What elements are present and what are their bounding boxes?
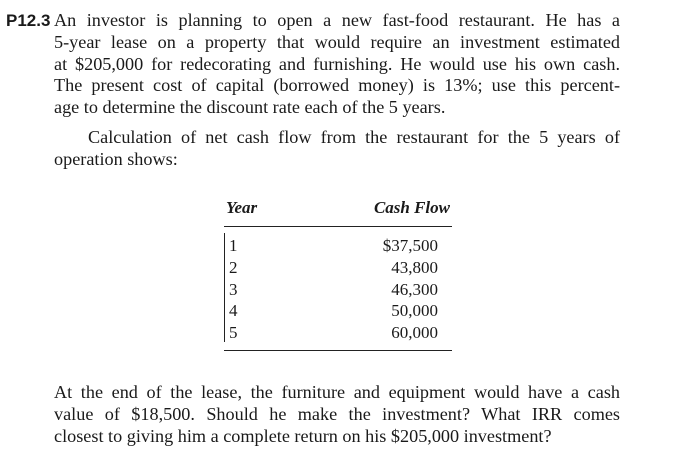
year-cell: 3 [229, 279, 238, 299]
text-line: An investor is planning to open a new fast-food restaurant. He has a [54, 10, 620, 30]
cash-flow-cell: 60,000 [391, 323, 438, 343]
text-line: 5-year lease on a property that would require an investment estimated [54, 31, 620, 52]
closing-paragraph [54, 382, 620, 447]
text-line: The present cost of capital (borrowed money) is 13%; use this percent- [54, 75, 620, 96]
text-line: age to determine the discount rate each of the 5 years. [54, 97, 446, 118]
year-cell: 5 [229, 323, 238, 343]
text-line: closest to giving him a complete return on his $205,000 investment? [54, 425, 552, 446]
cash-flow-cell: $37,500 [382, 236, 438, 255]
text-line: At the end of the lease, the furniture and equipment would have a cash [54, 382, 620, 402]
year-cell: 2 [229, 257, 238, 277]
cash-flow-cell: 46,300 [391, 279, 438, 299]
table-row [224, 300, 452, 322]
cash-flow-cell: 43,800 [391, 257, 438, 277]
year-cell: 4 [229, 301, 238, 321]
text-line: value of $18,500. Should he make the investment? What IRR comes [54, 403, 620, 424]
calculation-paragraph [54, 127, 620, 171]
table-row [224, 279, 452, 301]
cash-flow-table [224, 196, 452, 351]
text-line: operation shows: [54, 148, 178, 169]
year-cell: 1 [229, 236, 238, 255]
text-line: at $205,000 for redecorating and furnishing. He would use his own cash. [54, 53, 620, 74]
cash-flow-column-header: Cash Flow [373, 198, 450, 217]
problem-number: P12.3 [6, 11, 51, 30]
table-header [224, 196, 452, 227]
year-column-header: Year [226, 198, 258, 217]
cash-flow-cell: 50,000 [391, 301, 438, 321]
table-row [224, 322, 452, 344]
table-row [224, 257, 452, 279]
table-row [224, 235, 452, 257]
text-line: Calculation of net cash flow from the restaurant for the 5 years of [88, 127, 620, 147]
problem-intro-paragraph [54, 10, 620, 119]
table-body [224, 227, 452, 351]
